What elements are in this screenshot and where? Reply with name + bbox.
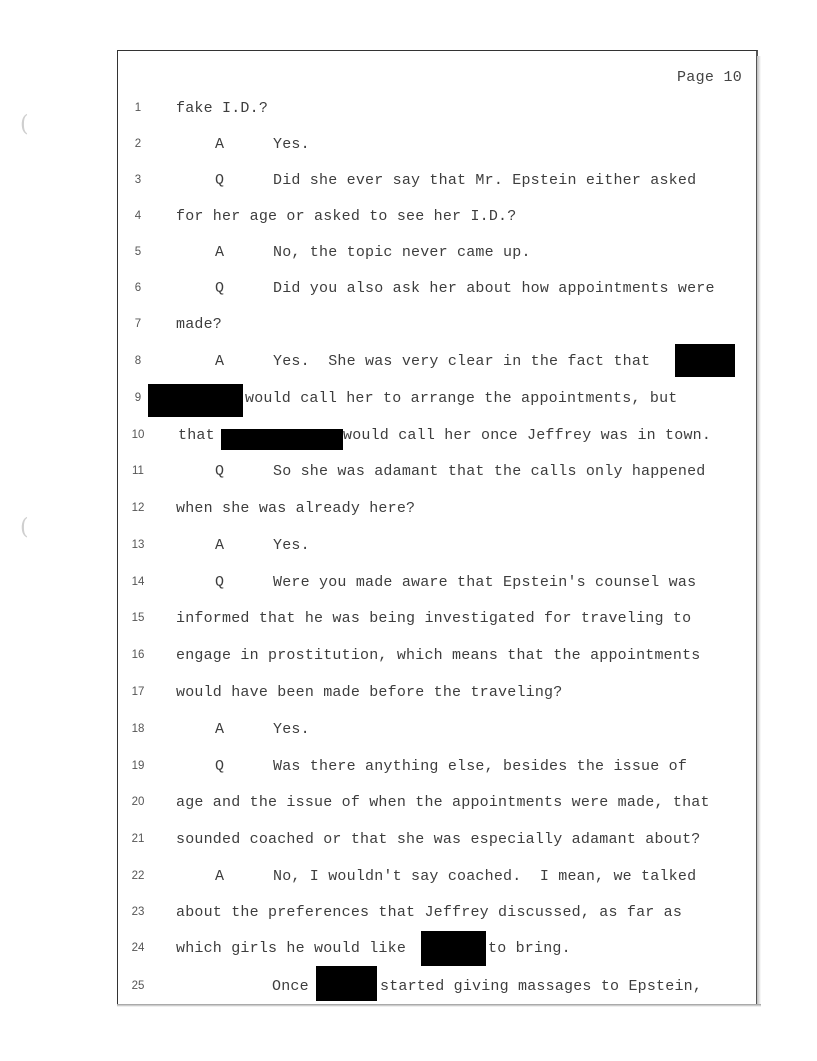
line-number: 25: [131, 980, 145, 992]
transcript-line: [0, 316, 817, 340]
line-number: 1: [134, 102, 142, 114]
line-text: fake I.D.?: [176, 100, 269, 117]
transcript-line: [0, 940, 817, 964]
line-text: Yes.: [273, 721, 310, 738]
line-number: 21: [131, 833, 145, 845]
line-number: 4: [134, 210, 142, 222]
transcript-line: [0, 868, 817, 892]
line-text: Once: [272, 978, 309, 995]
speaker-label: A: [215, 353, 225, 370]
speaker-label: Q: [215, 280, 225, 297]
redaction-block: [421, 931, 486, 966]
line-text: informed that he was being investigated for traveling to: [176, 610, 692, 627]
line-text: No, the topic never came up.: [273, 244, 531, 261]
line-number: 24: [131, 942, 145, 954]
transcript-line: [0, 100, 817, 124]
line-text: when she was already here?: [176, 500, 416, 517]
speaker-label: Q: [215, 463, 225, 480]
line-text: Did you also ask her about how appointments were: [273, 280, 715, 297]
line-number: 9: [134, 392, 142, 404]
speaker-label: Q: [215, 758, 225, 775]
line-number: 14: [131, 576, 145, 588]
line-text: Yes.: [273, 136, 310, 153]
line-text: about the preferences that Jeffrey discussed, as far as: [176, 904, 683, 921]
line-text: would call her to arrange the appointments, but: [245, 390, 678, 407]
line-text: Yes.: [273, 537, 310, 554]
line-number: 23: [131, 906, 145, 918]
transcript-line: [0, 500, 817, 524]
line-text: Were you made aware that Epstein's counsel was: [273, 574, 697, 591]
transcript-line: [0, 794, 817, 818]
line-number: 17: [131, 686, 145, 698]
transcript-line: [0, 721, 817, 745]
line-number: 8: [134, 355, 142, 367]
transcript-line: [0, 427, 817, 451]
transcript-line: [0, 390, 817, 414]
line-number: 18: [131, 723, 145, 735]
transcript-line: [0, 574, 817, 598]
speaker-label: A: [215, 721, 225, 738]
transcript-line: [0, 978, 817, 1002]
redaction-block: [675, 344, 735, 377]
transcript-line: [0, 610, 817, 634]
transcript-line: [0, 172, 817, 196]
line-text: No, I wouldn't say coached. I mean, we talked: [273, 868, 697, 885]
line-number: 22: [131, 870, 145, 882]
line-text: Was there anything else, besides the issue of: [273, 758, 688, 775]
line-number: 15: [131, 612, 145, 624]
line-text: sounded coached or that she was especially adamant about?: [176, 831, 701, 848]
speaker-label: A: [215, 244, 225, 261]
line-number: 10: [131, 429, 145, 441]
line-number: 2: [134, 138, 142, 150]
line-number: 19: [131, 760, 145, 772]
transcript-line: [0, 280, 817, 304]
page-edge-shadow: [757, 56, 761, 1004]
line-text: which girls he would like: [176, 940, 407, 957]
redaction-block: [148, 384, 243, 417]
line-number: 16: [131, 649, 145, 661]
speaker-label: A: [215, 537, 225, 554]
line-text: made?: [176, 316, 223, 333]
line-number: 5: [134, 246, 142, 258]
speaker-label: A: [215, 136, 225, 153]
speaker-label: Q: [215, 172, 225, 189]
line-number: 20: [131, 796, 145, 808]
transcript-line: [0, 136, 817, 160]
speaker-label: A: [215, 868, 225, 885]
line-number: 12: [131, 502, 145, 514]
speaker-label: Q: [215, 574, 225, 591]
line-text: would call her once Jeffrey was in town.: [343, 427, 712, 444]
line-text: age and the issue of when the appointments were made, that: [176, 794, 710, 811]
transcript-line: [0, 463, 817, 487]
transcript-line: [0, 904, 817, 928]
line-text: engage in prostitution, which means that the appointments: [176, 647, 701, 664]
line-text: Did she ever say that Mr. Epstein either asked: [273, 172, 697, 189]
scan-mark: (: [20, 112, 29, 137]
redaction-block: [316, 966, 377, 1001]
line-text: to bring.: [488, 940, 571, 957]
transcript-line: [0, 831, 817, 855]
line-number: 6: [134, 282, 142, 294]
line-text: for her age or asked to see her I.D.?: [176, 208, 517, 225]
line-number: 3: [134, 174, 142, 186]
transcript-line: [0, 244, 817, 268]
line-text: would have been made before the traveling?: [176, 684, 563, 701]
line-number: 13: [131, 539, 145, 551]
line-text: that: [178, 427, 215, 444]
redaction-block: [221, 429, 343, 450]
transcript-line: [0, 208, 817, 232]
transcript-line: [0, 537, 817, 561]
transcript-line: [0, 684, 817, 708]
line-text: So she was adamant that the calls only happened: [273, 463, 706, 480]
scan-mark: (: [20, 515, 29, 540]
page-number: Page 10: [677, 69, 743, 86]
page-bottom-shadow: [117, 1004, 761, 1007]
transcript-line: [0, 647, 817, 671]
line-text: Yes. She was very clear in the fact that: [273, 353, 651, 370]
line-text: started giving massages to Epstein,: [380, 978, 703, 995]
line-number: 11: [132, 465, 144, 477]
transcript-line: [0, 758, 817, 782]
line-number: 7: [134, 318, 142, 330]
